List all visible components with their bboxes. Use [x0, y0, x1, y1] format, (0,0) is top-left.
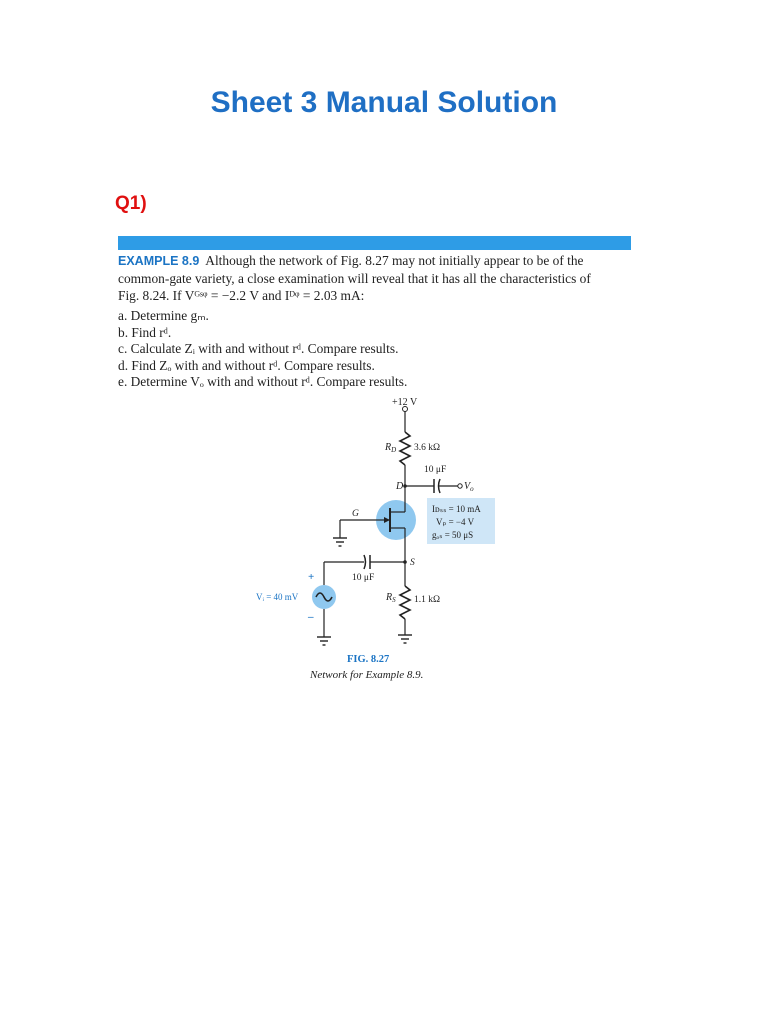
vo-terminal	[458, 484, 462, 488]
example-line-2: common-gate variety, a close examination will reveal that it has all the characteristics of	[118, 271, 591, 286]
example-text	[118, 252, 638, 391]
fig-label: FIG. 8.27	[347, 654, 390, 665]
part-e: e. Determine Vₒ with and without rᵈ. Compare results.	[118, 374, 408, 389]
param-vp: Vₚ = −4 V	[436, 517, 475, 527]
rs-value: 1.1 kΩ	[414, 595, 441, 605]
s-label: S	[410, 558, 415, 568]
question-label: Q1)	[115, 193, 147, 214]
example-label: EXAMPLE 8.9	[118, 254, 200, 268]
part-a: a. Determine gₘ.	[118, 308, 209, 323]
rd-label: $R_D$	[385, 442, 397, 454]
param-gos: gₒₛ = 50 μS	[432, 530, 474, 540]
example-line-1	[118, 252, 638, 270]
supply-label: +12 V	[392, 397, 418, 408]
rd-value: 3.6 kΩ	[414, 443, 441, 453]
fig-caption: Network for Example 8.9.	[310, 669, 424, 681]
rd-resistor	[400, 432, 410, 465]
cap-bottom-value: 10 μF	[352, 573, 375, 583]
example-line-3: Fig. 8.24. If Vᴳˢᵠ = −2.2 V and Iᴰᵠ = 2.03 mA:	[118, 288, 365, 303]
part-c: c. Calculate Zᵢ with and without rᵈ. Compare results.	[118, 341, 399, 356]
cap-bottom-plate-2	[364, 555, 366, 569]
rs-label: $R_S$	[386, 592, 396, 604]
part-b: b. Find rᵈ.	[118, 324, 172, 340]
page-title: Sheet 3 Manual Solution	[210, 86, 558, 119]
circuit-diagram	[240, 390, 540, 690]
cap-top-value: 10 μF	[424, 465, 447, 475]
example-intro: Although the network of Fig. 8.27 may not initially appear to be of the	[205, 253, 584, 268]
example-header-bar	[118, 236, 631, 250]
param-idss: Iᴅₛₛ = 10 mA	[432, 504, 481, 514]
example-parts	[118, 308, 638, 391]
part-d: d. Find Zₒ with and without rᵈ. Compare results.	[118, 357, 375, 373]
rs-resistor	[400, 586, 410, 619]
vo-label: $V_o$	[464, 481, 474, 493]
g-label: G	[352, 509, 359, 519]
plus-sign: +	[308, 571, 315, 583]
vi-label: Vᵢ = 40 mV	[256, 592, 299, 602]
d-label: D	[396, 481, 404, 492]
minus-sign: –	[308, 611, 314, 623]
